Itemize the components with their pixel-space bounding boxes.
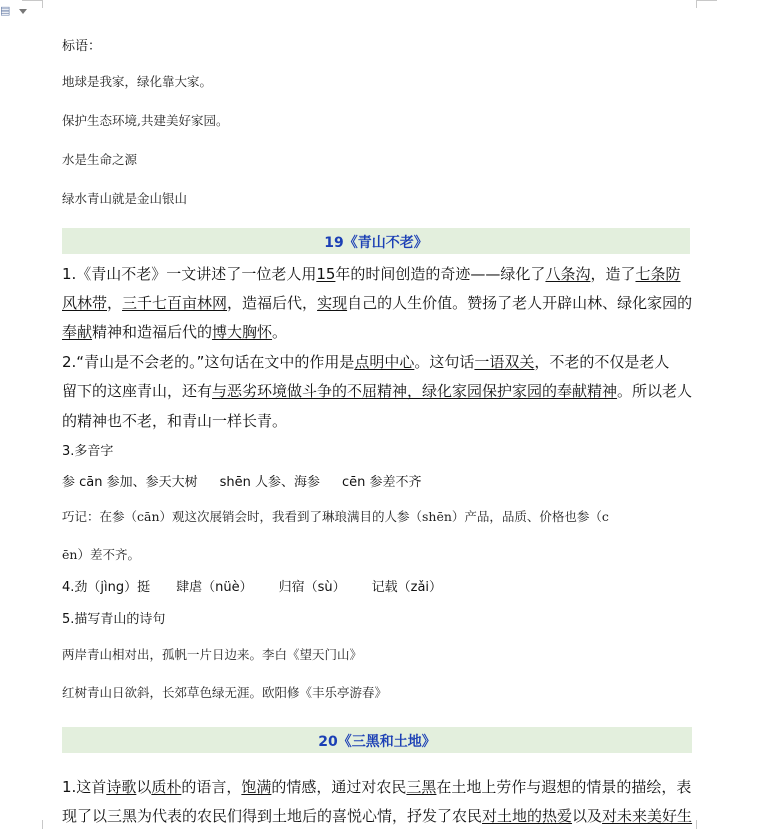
dropdown-arrow-icon[interactable]	[19, 9, 27, 14]
poem-line: 两岸青山相对出，孤帆一片日边来。李白《望天门山》	[62, 647, 363, 662]
lesson-20-title: 20《三黑和土地》	[318, 734, 436, 750]
paragraph-line: 留下的这座青山，还有与恶劣环境做斗争的不屈精神，绿化家园保护家园的奉献精神。所以老人	[62, 382, 693, 400]
section-heading: 3.多音字	[62, 444, 114, 459]
paragraph-line: 风林带，三千七百亩林网，造福后代，实现自己的人生价值。赞扬了老人开辟山林、绿化家园的	[62, 294, 693, 312]
slogan-item: 水是生命之源	[62, 152, 138, 167]
lesson-20-banner	[62, 727, 692, 753]
polyphone-line: 参 cān 参加、参天大树 shēn 人参、海参 cēn 参差不齐	[62, 475, 422, 490]
lesson-19-title: 19《青山不老》	[324, 235, 428, 251]
crop-mark	[42, 0, 43, 8]
crop-mark	[42, 820, 43, 829]
crop-mark	[22, 0, 42, 1]
paragraph-line: 奉献精神和造福后代的博大胸怀。	[62, 323, 288, 341]
crop-mark	[696, 820, 697, 829]
slogan-item: 地球是我家，绿化靠大家。	[62, 74, 213, 89]
slogan-item: 保护生态环境,共建美好家园。	[62, 113, 229, 128]
lesson-19-banner	[62, 228, 690, 254]
memory-tip: 巧记：在参（cān）观这次展销会时，我看到了琳琅满目的人参（shēn）产品，品质、价格也参（c	[62, 509, 609, 524]
crop-mark	[696, 0, 697, 8]
paragraph-line: 1.《青山不老》一文讲述了一位老人用15年的时间创造的奇迹——绿化了八条沟，造了七条防	[62, 265, 681, 283]
paragraph-line: 的精神也不老，和青山一样长青。	[62, 412, 288, 430]
paragraph-line: 1.这首诗歌以质朴的语言，饱满的情感，通过对农民三黑在土地上劳作与遐想的情景的描绘，表	[62, 778, 692, 796]
poem-line: 红树青山日欲斜，长郊草色绿无涯。欧阳修《丰乐亭游春》	[62, 685, 388, 700]
document-icon[interactable]: ▤	[0, 4, 11, 17]
crop-mark	[697, 0, 717, 1]
memory-tip: ēn）差不齐。	[62, 547, 140, 562]
section-heading: 5.描写青山的诗句	[62, 612, 166, 627]
paragraph-line: 2.“青山是不会老的。”这句话在文中的作用是点明中心。这句话一语双关，不老的不仅是老人	[62, 353, 670, 371]
slogan-heading: 标语：	[62, 39, 102, 54]
paragraph-line: 现了以三黑为代表的农民们得到土地后的喜悦心情，抒发了农民对土地的热爱以及对未来美好生	[62, 807, 693, 825]
pronunciation-line: 4.劲（jìng）挺 肆虐（nüè） 归宿（sù） 记载（zǎi）	[62, 580, 443, 595]
slogan-item: 绿水青山就是金山银山	[62, 191, 188, 206]
